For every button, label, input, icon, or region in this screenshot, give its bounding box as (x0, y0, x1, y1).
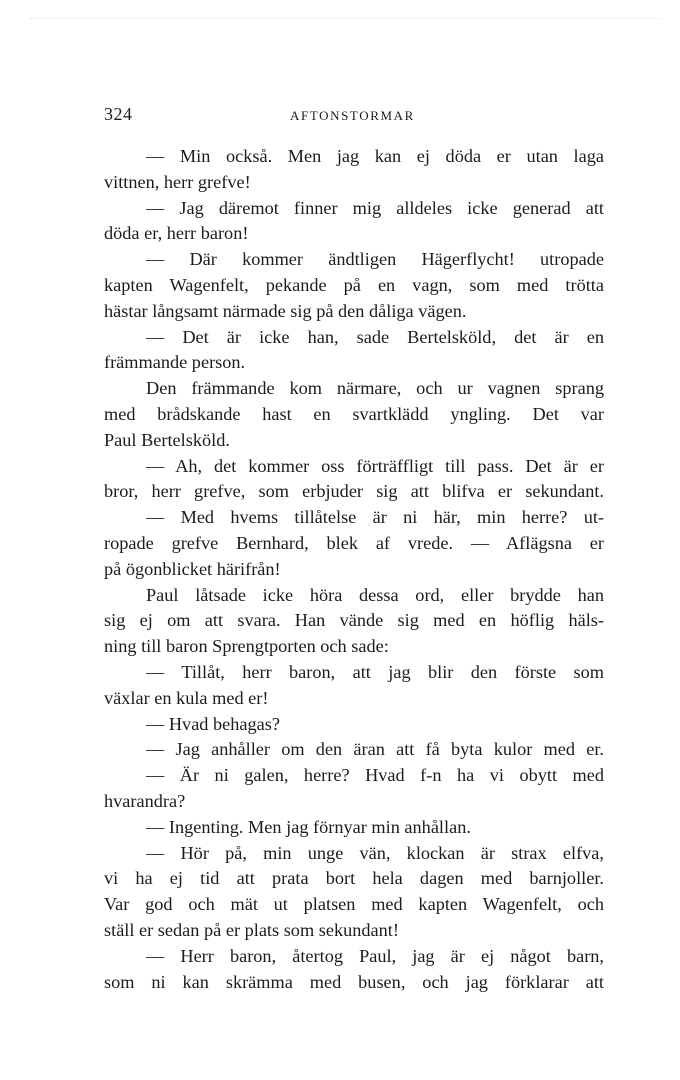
text-line: främmande person. (104, 352, 246, 373)
text-line: — Ingenting. Men jag förnyar min anhållan. (146, 816, 471, 837)
text-line: hästar långsamt närmade sig på den dåliga vägen. (104, 300, 467, 321)
text-line: Den främmande kom närmare, och ur vagnen sprang (146, 378, 604, 399)
text-line: växlar en kula med er! (104, 687, 269, 708)
text-line: ställ er sedan på er plats som sekundant! (104, 919, 399, 940)
text-line: hvarandra? (104, 790, 186, 811)
text-line: — Tillåt, herr baron, att jag blir den förste som (146, 661, 604, 682)
running-title: AFTONSTORMAR (290, 108, 415, 123)
page-number: 324 (104, 104, 133, 124)
page-header (104, 104, 604, 128)
text-line: — Hvad behagas? (146, 713, 281, 734)
text-line: Paul Bertelsköld. (104, 429, 230, 450)
scan-artifact-line (30, 18, 660, 22)
text-line: — Herr baron, återtog Paul, jag är ej något barn, (146, 945, 604, 966)
text-line: — Jag däremot finner mig alldeles icke generad att (146, 197, 604, 218)
text-line: vi ha ej tid att prata bort hela dagen med barnjoller. (104, 868, 604, 889)
text-line: — Där kommer ändtligen Hägerflycht! utropade (146, 249, 604, 270)
page-body (104, 144, 604, 995)
text-line: — Det är icke han, sade Bertelsköld, det är en (146, 326, 604, 347)
text-line: Paul låtsade icke höra dessa ord, eller brydde han (146, 584, 604, 605)
text-line: Var god och mät ut platsen med kapten Wagenfelt, och (104, 894, 604, 915)
text-line: på ögonblicket härifrån! (104, 558, 281, 579)
text-line: — Ah, det kommer oss förträffligt till pass. Det är er (146, 455, 604, 476)
text-line: sig ej om att svara. Han vände sig med en höflig häls- (104, 610, 604, 631)
text-line: kapten Wagenfelt, pekande på en vagn, som med trötta (104, 274, 604, 295)
text-line: som ni kan skrämma med busen, och jag förklarar att (104, 971, 604, 992)
text-line: ropade grefve Bernhard, blek af vrede. — Aflägsna er (104, 532, 604, 553)
text-line: — Min också. Men jag kan ej döda er utan laga (146, 146, 604, 166)
text-line: — Är ni galen, herre? Hvad f-n ha vi obytt med (146, 765, 604, 786)
text-line: döda er, herr baron! (104, 223, 249, 244)
text-line: ning till baron Sprengtporten och sade: (104, 636, 389, 657)
text-line: — Jag anhåller om den äran att få byta kulor med er. (146, 739, 604, 760)
text-line: vittnen, herr grefve! (104, 171, 251, 192)
text-line: — Hör på, min unge vän, klockan är strax elfva, (146, 842, 604, 863)
text-line: med brådskande hast en svartklädd yngling. Det var (104, 403, 604, 424)
text-line: — Med hvems tillåtelse är ni här, min herre? ut- (146, 507, 604, 528)
text-line: bror, herr grefve, som erbjuder sig att blifva er sekundant. (104, 481, 604, 502)
